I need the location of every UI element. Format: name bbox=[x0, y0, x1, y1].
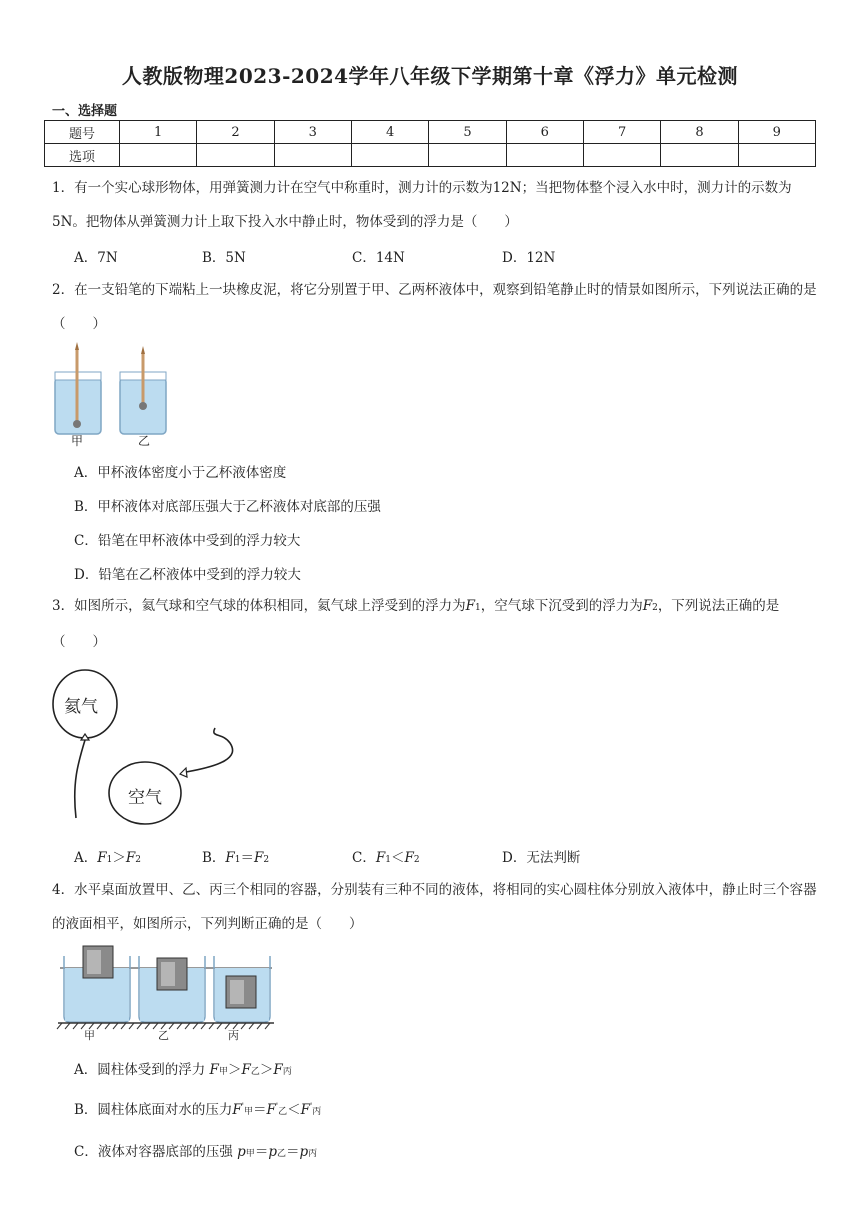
subscript: 2 bbox=[263, 855, 270, 865]
q2-option-c[interactable]: C．铅笔在甲杯液体中受到的浮力较大 bbox=[74, 533, 301, 549]
force-symbol: F bbox=[232, 1102, 242, 1118]
subscript: 1 bbox=[474, 603, 481, 613]
subscript: 丙 bbox=[312, 1107, 322, 1117]
question-number: 6 bbox=[506, 121, 583, 144]
force-symbol: F bbox=[375, 850, 386, 866]
subscript: 乙 bbox=[278, 1107, 288, 1117]
question-4-text: 4．水平桌面放置甲、乙、丙三个相同的容器，分别装有三种不同的液体，将相同的实心圆柱体分别放入液体中，静止时三个容器的液面相平，如图所示，下列判断正确的是（ ） bbox=[52, 882, 817, 932]
question-number: 8 bbox=[661, 121, 738, 144]
question-number: 5 bbox=[429, 121, 506, 144]
prime-mark: ' bbox=[241, 1101, 244, 1111]
q1-option-d[interactable]: D．12N bbox=[502, 250, 556, 266]
pencil-beakers-figure bbox=[48, 340, 178, 450]
q4-option-b[interactable] bbox=[74, 1098, 321, 1118]
subscript: 甲 bbox=[218, 1067, 228, 1077]
q1-option-c[interactable]: C．14N bbox=[352, 250, 405, 266]
force-symbol: F bbox=[404, 850, 414, 866]
force-symbol: F bbox=[300, 1102, 310, 1118]
page-title: 人教版物理2023-2024学年八年级下学期第十章《浮力》单元检测 bbox=[121, 64, 739, 88]
pressure-symbol: p bbox=[299, 1144, 309, 1160]
pressure-symbol: p bbox=[268, 1144, 277, 1160]
q3-text-part: 3．如图所示，氦气球和空气球的体积相同，氦气球上浮受到的浮力为 bbox=[52, 598, 466, 614]
q3-text-part: ，空气球下沉受到的浮力为 bbox=[480, 598, 643, 614]
fig4-label-bing: 丙 bbox=[228, 1029, 239, 1042]
question-number: 2 bbox=[197, 121, 274, 144]
q4-option-a[interactable] bbox=[74, 1058, 292, 1078]
subscript: 2 bbox=[135, 855, 141, 865]
force-symbol: F bbox=[97, 850, 107, 866]
question-number: 1 bbox=[120, 121, 197, 144]
answer-cell[interactable] bbox=[738, 144, 815, 167]
question-number: 3 bbox=[274, 121, 351, 144]
question-number: 7 bbox=[583, 121, 660, 144]
fig2-label-jia: 甲 bbox=[71, 434, 84, 448]
q3-option-c[interactable] bbox=[352, 846, 420, 866]
relation-sign: ＝ bbox=[285, 1144, 300, 1160]
table-row bbox=[45, 121, 816, 144]
section-heading: 一、选择题 bbox=[52, 104, 118, 119]
question-2-text: 2．在一支铅笔的下端粘上一块橡皮泥，将它分别置于甲、乙两杯液体中，观察到铅笔静止时的情景如图所示，下列说法正确的是（ ） bbox=[52, 282, 817, 332]
subscript: 2 bbox=[652, 603, 658, 613]
q4-option-c[interactable] bbox=[74, 1140, 317, 1160]
option-letter: A． bbox=[74, 850, 98, 866]
row-label: 选项 bbox=[45, 144, 120, 167]
question-number: 4 bbox=[351, 121, 428, 144]
subscript: 1 bbox=[106, 855, 113, 865]
force-symbol: F bbox=[241, 1062, 251, 1078]
row-label: 题号 bbox=[45, 121, 120, 144]
subscript: 乙 bbox=[276, 1149, 286, 1159]
q1-option-b[interactable]: B．5N bbox=[202, 250, 246, 266]
subscript: 1 bbox=[385, 855, 391, 865]
pressure-symbol: p bbox=[237, 1144, 246, 1160]
q2-option-b[interactable]: B．甲杯液体对底部压强大于乙杯液体对底部的压强 bbox=[74, 499, 381, 515]
subscript: 乙 bbox=[250, 1067, 260, 1077]
q3-option-a[interactable] bbox=[74, 846, 141, 866]
q3-option-d[interactable]: D．无法判断 bbox=[502, 850, 581, 866]
table-row bbox=[45, 144, 816, 167]
question-number: 9 bbox=[738, 121, 815, 144]
prime-mark: ' bbox=[309, 1101, 313, 1111]
force-symbol: F bbox=[642, 598, 653, 614]
relation-sign: ＞ bbox=[227, 1062, 242, 1078]
q2-option-a[interactable]: A．甲杯液体密度小于乙杯液体密度 bbox=[74, 465, 287, 481]
answer-table bbox=[44, 120, 816, 167]
relation-sign: ＝ bbox=[253, 1102, 267, 1118]
force-symbol: F bbox=[254, 850, 264, 866]
relation-sign: ＝ bbox=[254, 1144, 269, 1160]
option-letter: C． bbox=[352, 850, 376, 866]
answer-cell[interactable] bbox=[120, 144, 197, 167]
relation-sign: ＞ bbox=[259, 1062, 274, 1078]
fig4-label-yi: 乙 bbox=[158, 1029, 169, 1042]
answer-cell[interactable] bbox=[351, 144, 428, 167]
relation-sign: ＞ bbox=[112, 850, 126, 866]
prime-mark: ' bbox=[275, 1101, 279, 1111]
q2-option-d[interactable]: D．铅笔在乙杯液体中受到的浮力较大 bbox=[74, 567, 301, 583]
force-symbol: F bbox=[465, 598, 475, 614]
fig4-label-jia: 甲 bbox=[84, 1029, 95, 1042]
subscript: 甲 bbox=[245, 1149, 255, 1159]
option-text: B．圆柱体底面对水的压力 bbox=[74, 1102, 233, 1118]
balloon-label-air: 空气 bbox=[128, 788, 162, 808]
force-symbol: F bbox=[266, 1102, 276, 1118]
option-letter: B． bbox=[202, 850, 226, 866]
question-1-text: 1．有一个实心球形物体，用弹簧测力计在空气中称重时，测力计的示数为12N；当把物体整个浸入水中时，测力计的示数为5N。把物体从弹簧测力计上取下投入水中静止时，物体受到的浮力是（ ） bbox=[52, 180, 792, 230]
subscript: 丙 bbox=[308, 1149, 318, 1159]
option-text: C．液体对容器底部的压强 bbox=[74, 1144, 233, 1160]
force-symbol: F bbox=[225, 850, 235, 866]
fig2-label-yi: 乙 bbox=[138, 434, 151, 448]
subscript: 丙 bbox=[282, 1067, 292, 1077]
force-symbol: F bbox=[209, 1062, 219, 1078]
force-symbol: F bbox=[125, 850, 136, 866]
cylinders-containers-figure bbox=[56, 942, 276, 1034]
relation-sign: ＝ bbox=[240, 850, 255, 866]
option-text: A．圆柱体受到的浮力 bbox=[74, 1062, 206, 1078]
answer-cell[interactable] bbox=[429, 144, 506, 167]
subscript: 甲 bbox=[244, 1107, 254, 1117]
answer-cell[interactable] bbox=[583, 144, 660, 167]
relation-sign: ＜ bbox=[390, 850, 405, 866]
q1-option-a[interactable]: A．7N bbox=[74, 250, 118, 266]
answer-cell[interactable] bbox=[506, 144, 583, 167]
subscript: 2 bbox=[413, 855, 420, 865]
answer-cell[interactable] bbox=[274, 144, 351, 167]
q3-text-part: ，下列说法正确的是（ ） bbox=[52, 598, 780, 650]
balloon-label-helium: 氦气 bbox=[64, 697, 98, 717]
answer-cell[interactable] bbox=[197, 144, 274, 167]
subscript: 1 bbox=[234, 855, 241, 865]
q3-option-b[interactable] bbox=[202, 846, 269, 866]
question-3-text bbox=[52, 589, 822, 659]
force-symbol: F bbox=[273, 1062, 283, 1078]
relation-sign: ＜ bbox=[287, 1102, 301, 1118]
answer-cell[interactable] bbox=[661, 144, 738, 167]
